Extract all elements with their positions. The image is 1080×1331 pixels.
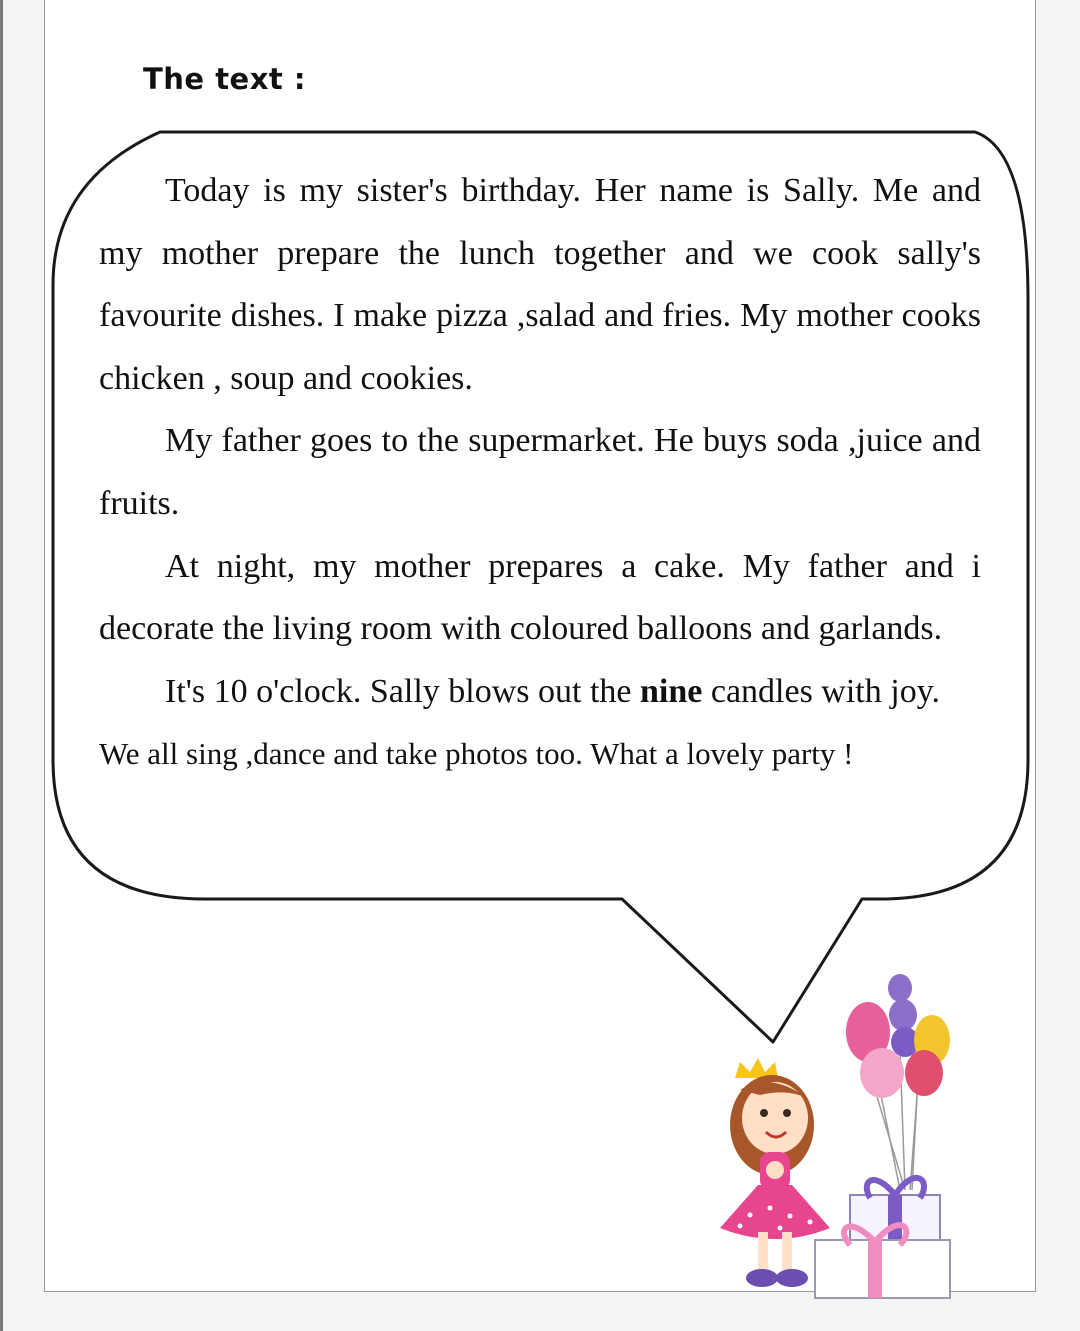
- shoe-icon: [746, 1269, 778, 1287]
- red-balloon-icon: [905, 1050, 943, 1096]
- dress-icon: [720, 1185, 830, 1239]
- crown-icon: [735, 1058, 778, 1078]
- purple-balloon-icon: [888, 974, 912, 1002]
- section-heading: The text :: [143, 62, 306, 96]
- bold-word-nine: nine: [640, 672, 703, 710]
- purple-balloon-icon: [889, 999, 917, 1031]
- story-text: [99, 160, 981, 786]
- gift-box-front-icon: [815, 1240, 950, 1298]
- shoe-icon: [776, 1269, 808, 1287]
- paragraph-4-start: It's 10 o'clock. Sally blows out the: [165, 672, 640, 710]
- girl-icon: [720, 1058, 830, 1287]
- light-pink-balloon-icon: [860, 1048, 904, 1098]
- paragraph-3: At night, my mother prepares a cake. My father and i decorate the living room with coloured balloons and garlands.: [99, 547, 981, 648]
- paragraph-4-line-2: We all sing ,dance and take photos too. What a lovely party !: [99, 736, 854, 772]
- paragraph-2: My father goes to the supermarket. He buys soda ,juice and fruits.: [99, 422, 981, 522]
- paragraph-4: [99, 661, 981, 724]
- birthday-illustration: [700, 960, 960, 1300]
- paragraph-1: Today is my sister's birthday. Her name is Sally. Me and my mother prepare the lunch together and we cook sally's favourite dishes. I make pizza ,salad and fries. My mother cooks chicken , soup and cookies.: [99, 172, 981, 397]
- paragraph-4-end: candles with joy.: [702, 672, 940, 710]
